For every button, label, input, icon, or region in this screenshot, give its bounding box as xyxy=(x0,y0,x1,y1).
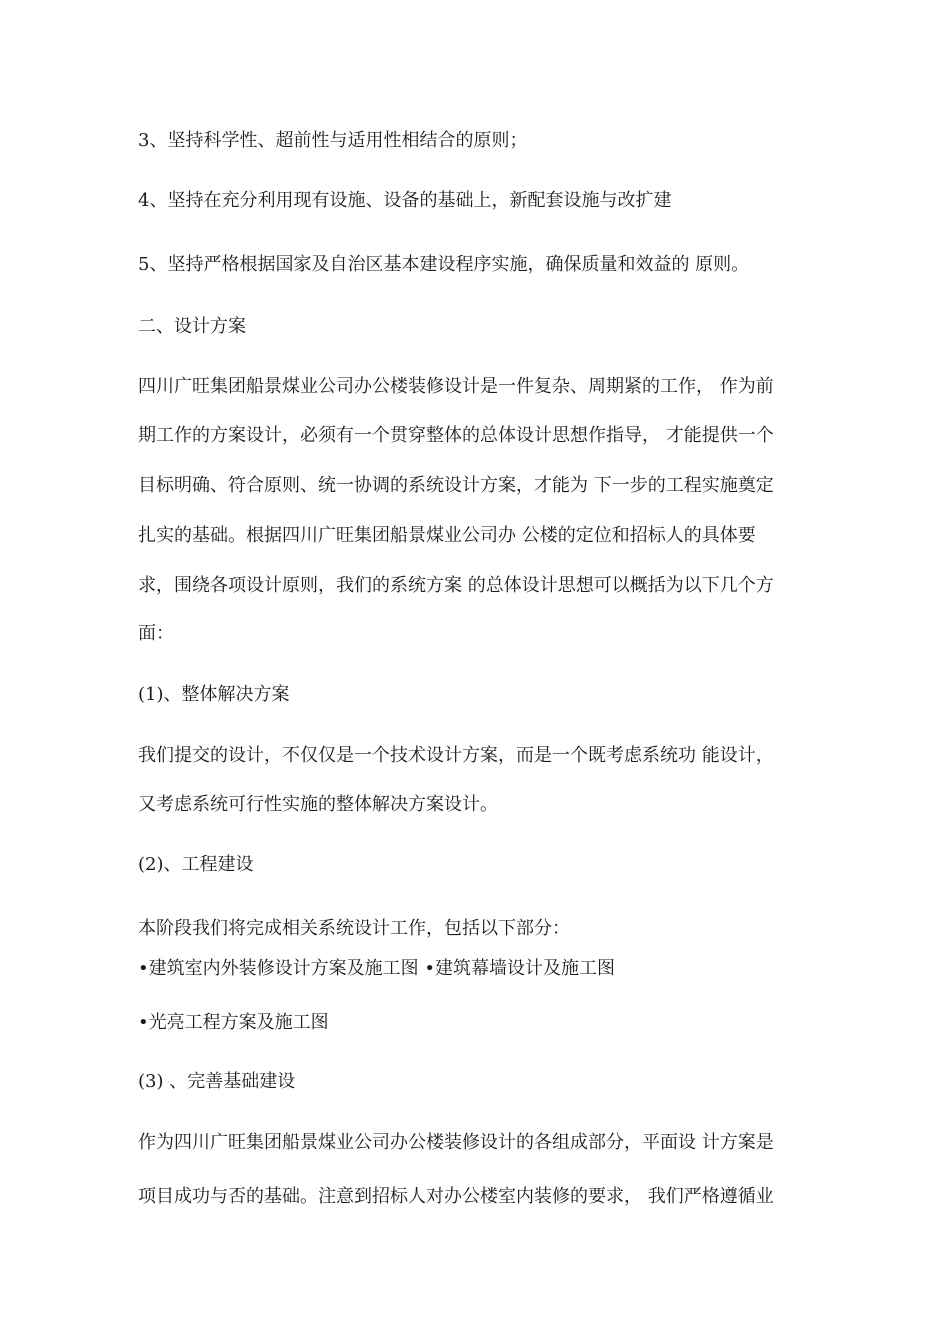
paragraph-line: 扎实的基础。根据四川广旺集团船景煤业公司办 公楼的定位和招标人的具体要 xyxy=(138,525,756,546)
paragraph-line: 我们提交的设计，不仅仅是一个技术设计方案，而是一个既考虑系统功 能设计， xyxy=(138,745,774,766)
principle-5: 5、坚持严格根据国家及自治区基本建设程序实施，确保质量和效益的 原则。 xyxy=(138,254,750,275)
paragraph-line: 又考虑系统可行性实施的整体解决方案设计。 xyxy=(138,794,498,815)
paragraph-line: 目标明确、符合原则、统一协调的系统设计方案，才能为 下一步的工程实施奠定 xyxy=(138,475,774,496)
principle-4: 4、坚持在充分利用现有设施、设备的基础上，新配套设施与改扩建 xyxy=(138,190,672,211)
paragraph-line: 期工作的方案设计，必须有一个贯穿整体的总体设计思想作指导， 才能提供一个 xyxy=(138,425,774,446)
subheading-overall-solution: (1)、整体解决方案 xyxy=(138,684,290,705)
subheading-infrastructure: (3) 、完善基础建设 xyxy=(138,1071,296,1092)
paragraph-line: 本阶段我们将完成相关系统设计工作，包括以下部分： xyxy=(138,918,570,939)
subheading-engineering: (2)、工程建设 xyxy=(138,854,254,875)
bullet-line: •光亮工程方案及施工图 xyxy=(138,1012,329,1033)
paragraph-line: 面： xyxy=(138,623,174,644)
paragraph-line: 四川广旺集团船景煤业公司办公楼装修设计是一件复杂、周期紧的工作， 作为前 xyxy=(138,376,774,397)
bullet-line: •建筑室内外装修设计方案及施工图 •建筑幕墙设计及施工图 xyxy=(138,958,615,979)
principle-3: 3、坚持科学性、超前性与适用性相结合的原则； xyxy=(138,130,528,151)
paragraph-line: 作为四川广旺集团船景煤业公司办公楼装修设计的各组成部分，平面设 计方案是 xyxy=(138,1132,774,1153)
section-heading-design-plan: 二、设计方案 xyxy=(138,316,246,337)
paragraph-line: 项目成功与否的基础。注意到招标人对办公楼室内装修的要求， 我们严格遵循业 xyxy=(138,1186,774,1207)
paragraph-line: 求，围绕各项设计原则，我们的系统方案 的总体设计思想可以概括为以下几个方 xyxy=(138,575,774,596)
